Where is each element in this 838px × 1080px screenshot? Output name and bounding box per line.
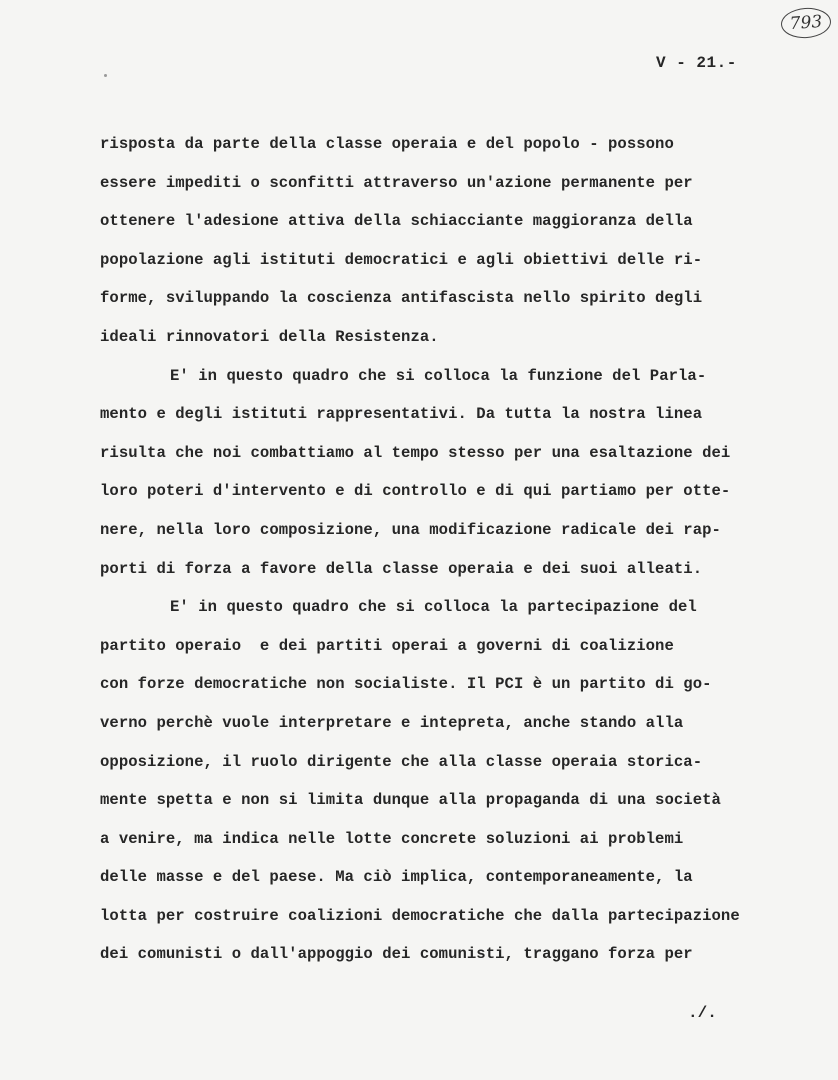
- text-line: opposizione, il ruolo dirigente che alla classe operaia storica-: [100, 752, 703, 771]
- text-line: con forze democratiche non socialiste. Il PCI è un partito di go-: [100, 675, 712, 694]
- paragraph-start-line: E' in questo quadro che si colloca la funzione del Parla-: [170, 366, 707, 385]
- text-line: partito operaio e dei partiti operai a governi di coalizione: [100, 636, 674, 655]
- paper-speck: [104, 74, 107, 77]
- text-line: forme, sviluppando la coscienza antifascista nello spirito degli: [100, 289, 703, 308]
- text-line: verno perchè vuole interpretare e intepreta, anche stando alla: [100, 713, 684, 732]
- text-line: loro poteri d'intervento e di controllo e di qui partiamo per otte-: [100, 482, 731, 501]
- text-line: mento e degli istituti rappresentativi. Da tutta la nostra linea: [100, 405, 703, 424]
- text-line: porti di forza a favore della classe operaia e dei suoi alleati.: [100, 559, 703, 578]
- text-line: lotta per costruire coalizioni democratiche che dalla partecipazione: [100, 906, 740, 925]
- archive-number-text: 793: [789, 11, 823, 35]
- text-line: a venire, ma indica nelle lotte concrete soluzioni ai problemi: [100, 829, 684, 848]
- archive-number-stamp: [780, 6, 832, 39]
- text-line: delle masse e del paese. Ma ciò implica, contemporaneamente, la: [100, 868, 693, 887]
- text-line: mente spetta e non si limita dunque alla propaganda di una società: [100, 791, 721, 810]
- text-line: risposta da parte della classe operaia e del popolo - possono: [100, 135, 674, 153]
- text-line: popolazione agli istituti democratici e agli obiettivi delle ri-: [100, 250, 703, 269]
- text-line: nere, nella loro composizione, una modificazione radicale dei rap-: [100, 520, 721, 539]
- text-line: ideali rinnovatori della Resistenza.: [100, 327, 439, 346]
- text-line: risulta che noi combattiamo al tempo stesso per una esaltazione dei: [100, 443, 731, 462]
- text-line: dei comunisti o dall'appoggio dei comunisti, traggano forza per: [100, 945, 693, 964]
- paragraph-start-line: E' in questo quadro che si colloca la partecipazione del: [170, 598, 697, 617]
- text-line: ottenere l'adesione attiva della schiacciante maggioranza della: [100, 212, 693, 231]
- body-text: [100, 132, 800, 981]
- page-reference: V - 21.-: [656, 54, 737, 72]
- continuation-mark: ./.: [688, 1004, 717, 1022]
- text-line: essere impediti o sconfitti attraverso un'azione permanente per: [100, 173, 693, 192]
